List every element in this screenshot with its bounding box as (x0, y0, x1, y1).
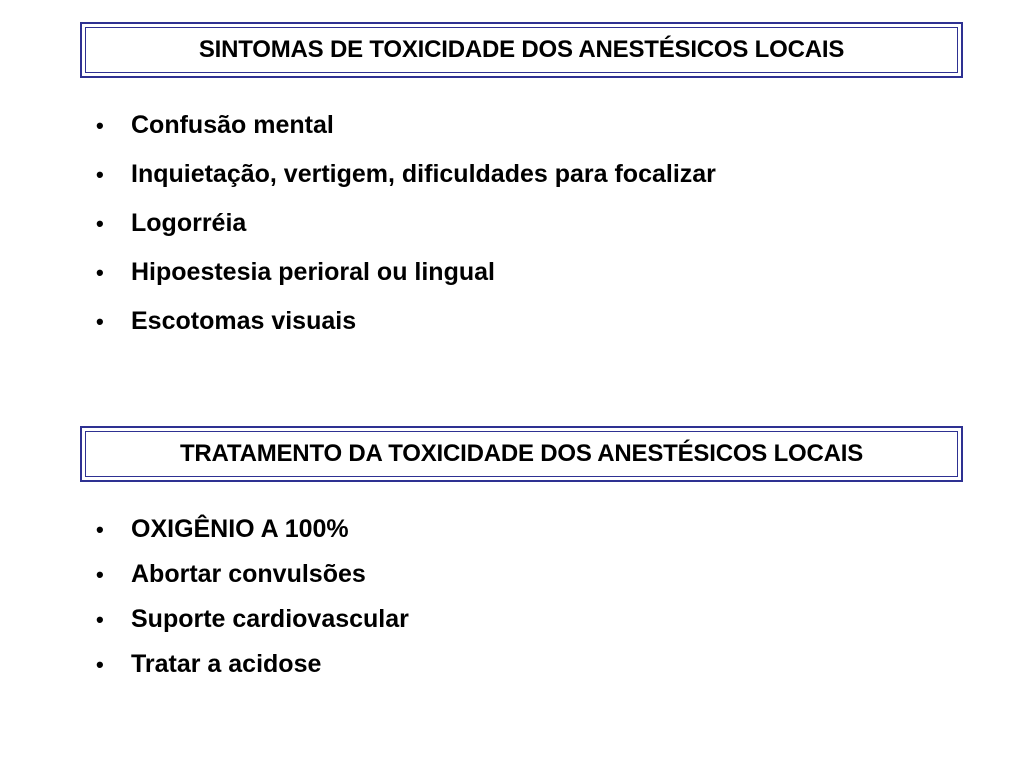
bullet-icon: • (96, 517, 104, 542)
bullet-icon: • (96, 260, 104, 285)
list-item-text: Hipoestesia perioral ou lingual (131, 258, 495, 286)
list-item-text: OXIGÊNIO A 100% (131, 515, 349, 543)
bullet-icon: • (96, 211, 104, 236)
section-title-tratamento: TRATAMENTO DA TOXICIDADE DOS ANESTÉSICOS LOCAIS (179, 440, 864, 467)
list-item-text: Escotomas visuais (131, 307, 357, 335)
list-item (96, 307, 716, 356)
list-item (96, 111, 716, 160)
list-item (96, 560, 409, 605)
symptoms-list (96, 111, 716, 356)
section-title-frame (85, 431, 958, 477)
section-title-box-tratamento (80, 426, 963, 482)
section-title-box-sintomas (80, 22, 963, 78)
list-item-text: Tratar a acidose (131, 650, 322, 678)
bullet-icon: • (96, 562, 104, 587)
bullet-icon: • (96, 162, 104, 187)
list-item-text: Confusão mental (131, 111, 334, 139)
list-item (96, 515, 409, 560)
list-item-text: Abortar convulsões (131, 560, 366, 588)
list-item (96, 605, 409, 650)
treatment-list (96, 515, 409, 695)
list-item (96, 209, 716, 258)
list-item-text: Inquietação, vertigem, dificuldades para focalizar (131, 160, 716, 188)
bullet-icon: • (96, 309, 104, 334)
list-item (96, 160, 716, 209)
list-item (96, 258, 716, 307)
section-title-sintomas: SINTOMAS DE TOXICIDADE DOS ANESTÉSICOS LOCAIS (198, 36, 845, 63)
list-item (96, 650, 409, 695)
bullet-icon: • (96, 113, 104, 138)
bullet-icon: • (96, 652, 104, 677)
bullet-icon: • (96, 607, 104, 632)
list-item-text: Suporte cardiovascular (131, 605, 409, 633)
list-item-text: Logorréia (131, 209, 247, 237)
section-title-frame (85, 27, 958, 73)
